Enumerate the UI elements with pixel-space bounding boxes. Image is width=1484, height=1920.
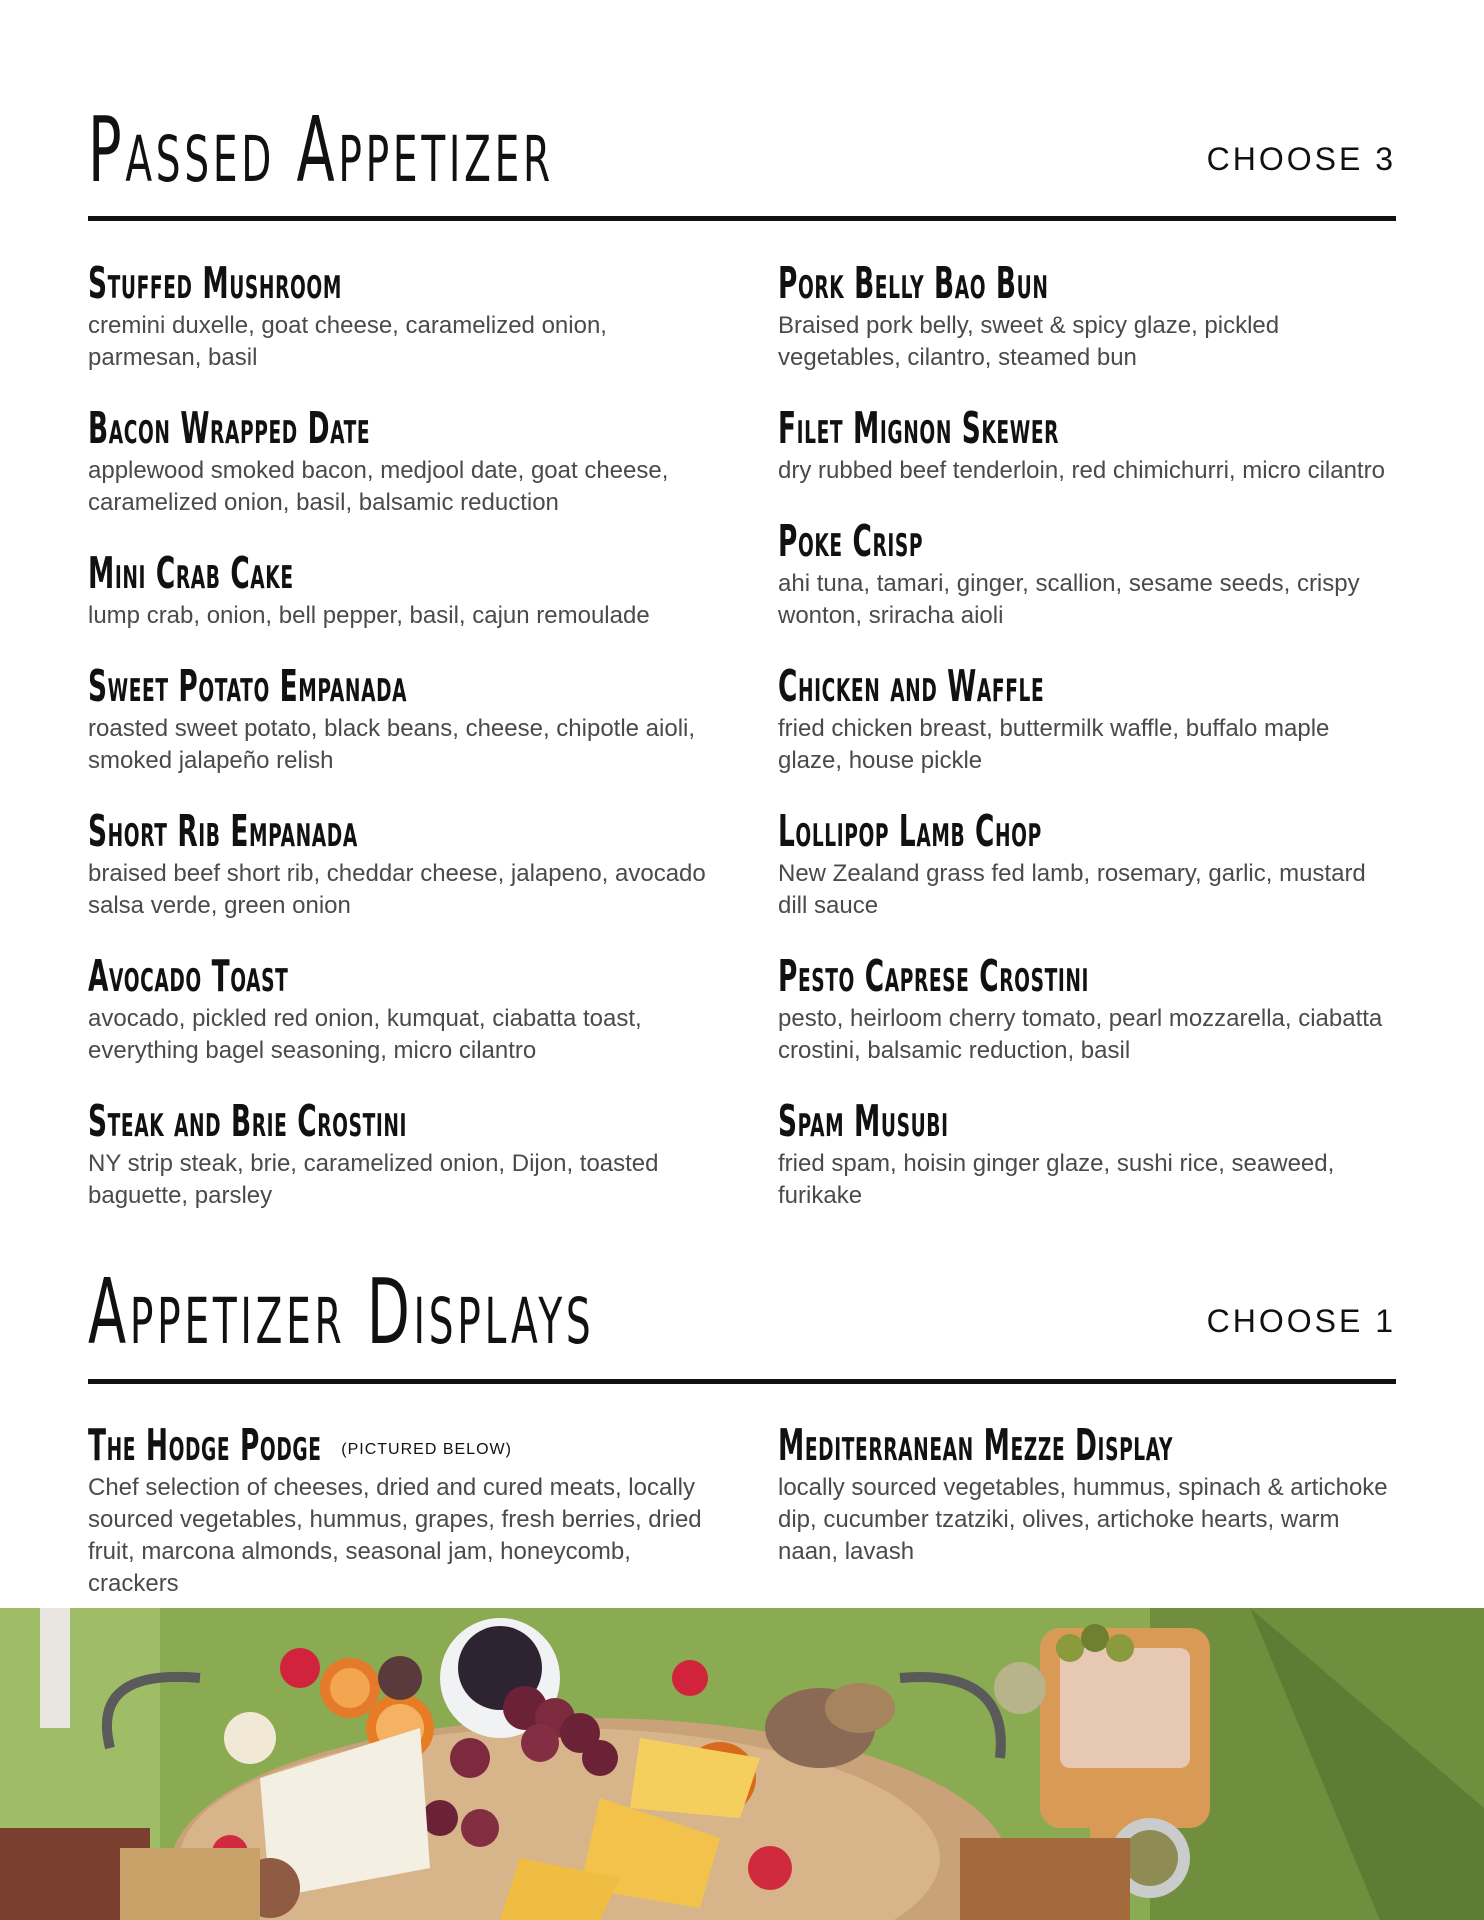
item-name: Pork Belly Bao Bun [778, 258, 1049, 309]
passed-left-column [88, 258, 708, 1222]
item-name: Avocado Toast [88, 951, 289, 1002]
section-divider [88, 216, 1396, 221]
item-name: Lollipop Lamb Chop [778, 806, 1042, 857]
menu-item [778, 1096, 1398, 1212]
item-description: roasted sweet potato, black beans, cheese, chipotle aioli, smoked jalapeño relish [88, 715, 696, 774]
menu-item [778, 516, 1398, 632]
item-description: braised beef short rib, cheddar cheese, jalapeno, avocado salsa verde, green onion [88, 860, 706, 919]
choose-count: CHOOSE 1 [1206, 1303, 1396, 1339]
item-name: Filet Mignon Skewer [778, 403, 1060, 454]
charcuterie-illustration [0, 1608, 1484, 1920]
item-name: Bacon Wrapped Date [88, 403, 371, 454]
choose-count: CHOOSE 3 [1206, 141, 1396, 177]
item-description: fried chicken breast, buttermilk waffle, buffalo maple glaze, house pickle [778, 715, 1330, 774]
menu-item [778, 258, 1398, 374]
item-name: Stuffed Mushroom [88, 258, 342, 309]
menu-item [778, 403, 1398, 487]
item-description: locally sourced vegetables, hummus, spinach & artichoke dip, cucumber tzatziki, olives, artichoke hearts, warm naan, lavash [778, 1474, 1388, 1565]
item-description: NY strip steak, brie, caramelized onion, Dijon, toasted baguette, parsley [88, 1150, 659, 1209]
item-description: lump crab, onion, bell pepper, basil, cajun remoulade [88, 602, 650, 629]
item-name: Mediterranean Mezze Display [778, 1420, 1174, 1471]
item-name: Short Rib Empanada [88, 806, 358, 857]
menu-item [88, 403, 708, 519]
section-title: Appetizer Displays [88, 1260, 595, 1365]
appetizer-displays-header [88, 1258, 1396, 1365]
item-description: Chef selection of cheeses, dried and cured meats, locally sourced vegetables, hummus, grapes, fresh berries, dried fruit, marcona almonds, seasonal jam, honeycomb, crackers [88, 1474, 702, 1597]
menu-item [88, 1420, 708, 1600]
displays-left-column [88, 1420, 708, 1597]
passed-right-column [778, 258, 1398, 1222]
menu-item [88, 548, 708, 632]
section-title: Passed Appetizer [88, 98, 554, 203]
item-name: Steak and Brie Crostini [88, 1096, 408, 1147]
menu-item [778, 806, 1398, 922]
item-description: New Zealand grass fed lamb, rosemary, garlic, mustard dill sauce [778, 860, 1366, 919]
item-description: Braised pork belly, sweet & spicy glaze, pickled vegetables, cilantro, steamed bun [778, 312, 1280, 371]
passed-appetizer-header [88, 96, 1396, 203]
item-name: Spam Musubi [778, 1096, 949, 1147]
section-divider [88, 1379, 1396, 1384]
menu-item [88, 1096, 708, 1212]
menu-item [778, 661, 1398, 777]
item-description: fried spam, hoisin ginger glaze, sushi rice, seaweed, furikake [778, 1150, 1335, 1209]
item-description: applewood smoked bacon, medjool date, goat cheese, caramelized onion, basil, balsamic reduction [88, 457, 669, 516]
menu-item [778, 1420, 1398, 1568]
item-name: Pesto Caprese Crostini [778, 951, 1090, 1002]
menu-item [778, 951, 1398, 1067]
item-description: cremini duxelle, goat cheese, caramelized onion, parmesan, basil [88, 312, 607, 371]
menu-item [88, 258, 708, 374]
item-name: The Hodge Podge [88, 1420, 322, 1471]
item-description: ahi tuna, tamari, ginger, scallion, sesame seeds, crispy wonton, sriracha aioli [778, 570, 1360, 629]
displays-right-column [778, 1420, 1398, 1594]
menu-item [88, 951, 708, 1067]
item-name: Sweet Potato Empanada [88, 661, 408, 712]
item-description: dry rubbed beef tenderloin, red chimichurri, micro cilantro [778, 457, 1385, 484]
item-name: Poke Crisp [778, 516, 924, 567]
menu-item [88, 661, 708, 777]
charcuterie-photo [0, 1608, 1484, 1920]
item-description: pesto, heirloom cherry tomato, pearl mozzarella, ciabatta crostini, balsamic reduction, basil [778, 1005, 1383, 1064]
pictured-below-note: (PICTURED BELOW) [341, 1441, 512, 1458]
item-description: avocado, pickled red onion, kumquat, ciabatta toast, everything bagel seasoning, micro cilantro [88, 1005, 642, 1064]
menu-item [88, 806, 708, 922]
item-name: Mini Crab Cake [88, 548, 294, 599]
item-name: Chicken and Waffle [778, 661, 1045, 712]
